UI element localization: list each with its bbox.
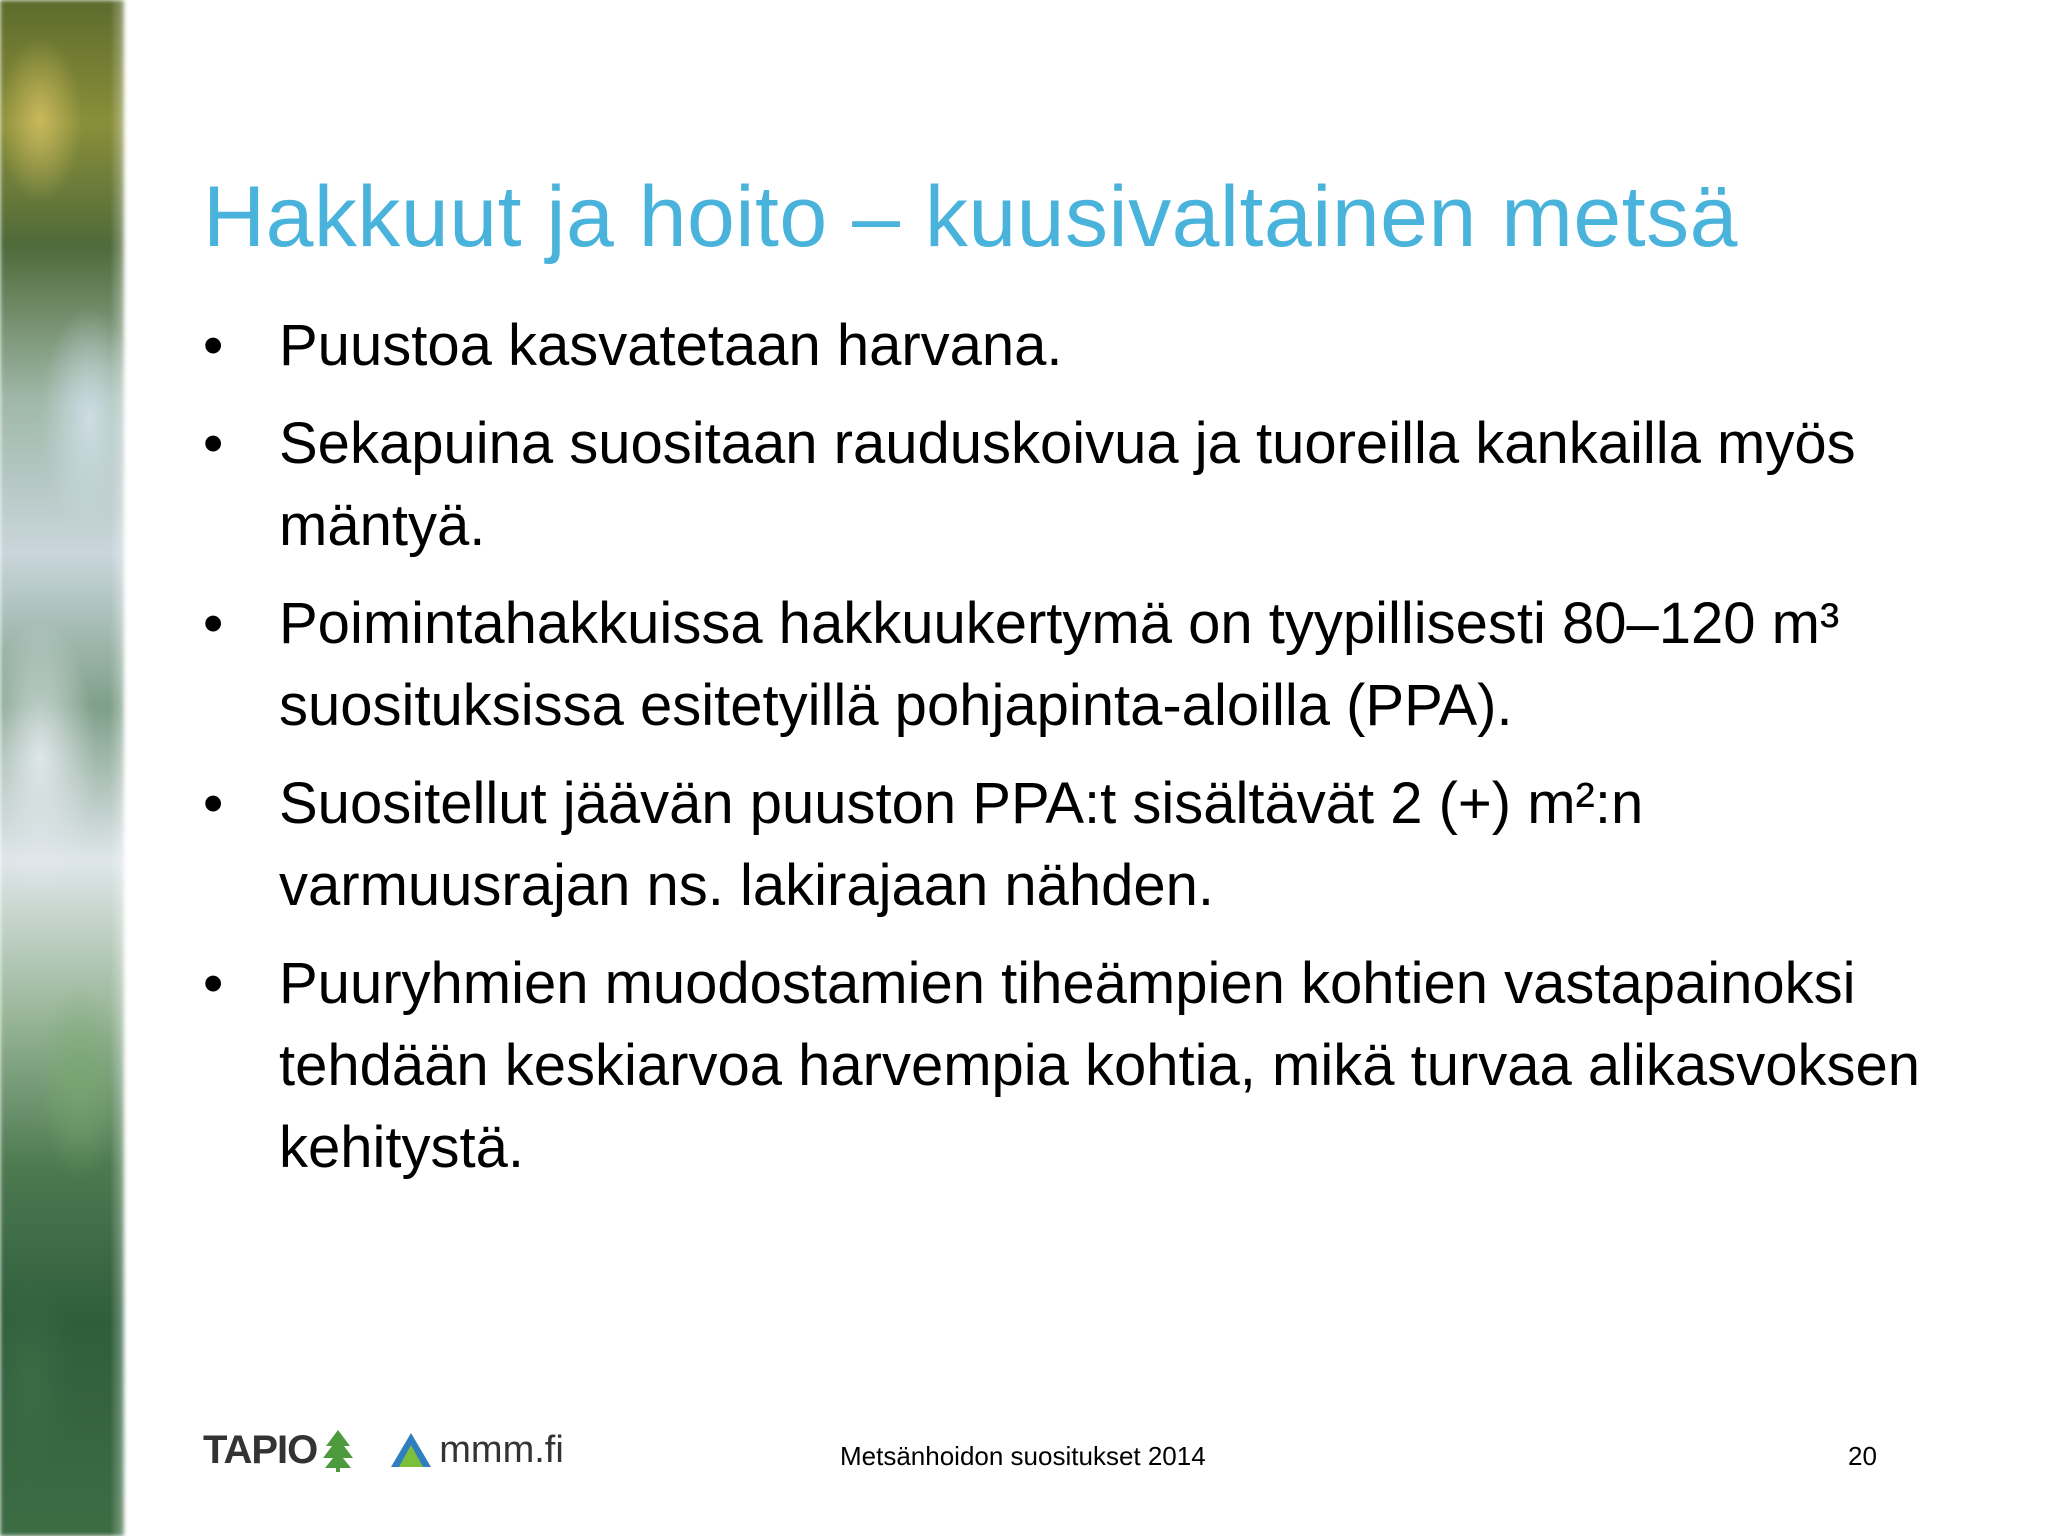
bullet-list [203,305,2003,1205]
slide-title: Hakkuut ja hoito – kuusivaltainen metsä [203,168,1738,265]
tapio-logo-text: TAPIO [203,1427,318,1472]
bullet-marker: • [203,313,224,378]
bullet-text: Sekapuina suositaan rauduskoivua ja tuoreilla kankailla myös mäntyä. [279,411,1856,558]
bullet-text: Puuryhmien muodostamien tiheämpien kohtien vastapainoksi tehdään keskiarvoa harvempia kohtia, mikä turvaa alikasvoksen kehitystä. [279,951,1920,1180]
bullet-marker: • [203,771,224,836]
footer-text: Metsänhoidon suositukset 2014 [840,1441,1206,1471]
bullet-item [203,305,2003,387]
triangle-icon [389,1431,433,1469]
tree-icon [321,1428,355,1472]
bullet-item [203,763,2003,927]
tapio-logo [203,1428,355,1473]
bullet-item [203,943,2003,1189]
forest-image-fade [110,0,150,1536]
page-number: 20 [1848,1441,1877,1471]
bullet-text: Poimintahakkuissa hakkuukertymä on tyypillisesti 80–120 m³ suosituksissa esitetyillä pohjapinta-aloilla (PPA). [279,591,1840,738]
footer-logos [203,1425,564,1475]
bullet-marker: • [203,591,224,656]
bullet-marker: • [203,951,224,1016]
mmm-logo [389,1429,564,1472]
forest-background-image [0,0,124,1536]
mmm-logo-text: mmm.fi [439,1428,564,1471]
bullet-text: Puustoa kasvatetaan harvana. [279,313,1063,378]
bullet-item [203,583,2003,747]
bullet-item [203,403,2003,567]
bullet-marker: • [203,411,224,476]
bullet-text: Suositellut jäävän puuston PPA:t sisältävät 2 (+) m²:n varmuusrajan ns. lakirajaan nähden. [279,771,1644,918]
